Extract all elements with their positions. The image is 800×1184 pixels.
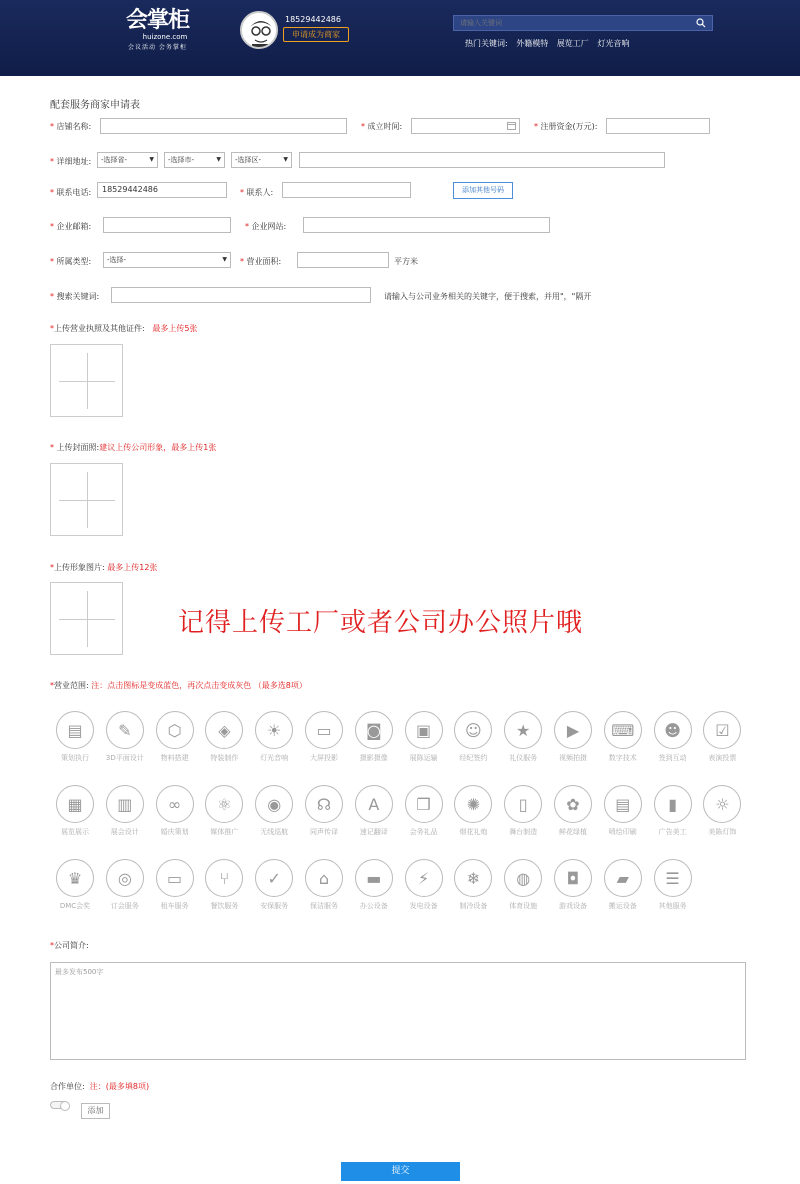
boxes-icon: ▦: [56, 785, 94, 823]
scope-label: 喷绘印刷: [608, 828, 637, 836]
scope-label: 灯光音响: [260, 754, 289, 762]
email-label: * 企业邮箱:: [50, 222, 92, 231]
scope-label: 舞台制造: [509, 828, 538, 836]
scope-label: 安保服务: [260, 902, 289, 910]
firework-icon: ✺: [454, 785, 492, 823]
scope-label: 烟花礼炮: [459, 828, 488, 836]
scope-label: 发电设备: [409, 902, 438, 910]
broom-icon: ⌂: [305, 859, 343, 897]
license-upload[interactable]: [50, 344, 123, 417]
scope-item[interactable]: [498, 785, 548, 837]
scope-label: 搬运设备: [608, 902, 637, 910]
briefcase-icon: ▣: [405, 711, 443, 749]
add-partner-button[interactable]: 添加: [81, 1103, 110, 1119]
become-merchant-button[interactable]: 申请成为商家: [283, 27, 349, 42]
type-select[interactable]: -选择- ▼: [103, 252, 231, 268]
image-label: *上传形象图片: 最多上传12张: [50, 563, 158, 572]
search-icon[interactable]: [696, 18, 706, 28]
area-unit: 平方米: [394, 257, 418, 266]
logo-slogan: 会议活动 会务掌柜: [128, 44, 187, 51]
hot-label: 热门关键词:: [465, 39, 508, 48]
printer-icon: ▤: [604, 785, 642, 823]
scope-item[interactable]: [100, 859, 150, 911]
scope-item[interactable]: [648, 785, 698, 837]
license-label: *上传营业执照及其他证件: 最多上传5张: [50, 324, 198, 333]
keywords-tip: 请输入与公司业务相关的关键字，便于搜索，并用"，"隔开: [384, 292, 592, 301]
scope-label: 婚庆策划: [160, 828, 189, 836]
scope-item[interactable]: [548, 785, 598, 837]
hot-keyword[interactable]: 灯光音响: [597, 39, 630, 48]
scope-item[interactable]: [399, 859, 449, 911]
calendar-icon: [507, 122, 516, 130]
scope-item[interactable]: [598, 785, 648, 837]
type-label: * 所属类型:: [50, 257, 92, 266]
scope-item[interactable]: [448, 711, 498, 763]
lightning-icon: ⚡: [405, 859, 443, 897]
flower-icon: ✿: [554, 785, 592, 823]
store-name-label: * 店铺名称:: [50, 122, 92, 131]
scope-item[interactable]: [100, 785, 150, 837]
scope-label: 会务礼品: [409, 828, 438, 836]
image-upload[interactable]: [50, 582, 123, 655]
truck-icon: ▰: [604, 859, 642, 897]
scope-item[interactable]: [150, 785, 200, 837]
found-date-label: * 成立时间:: [361, 122, 403, 131]
scope-label: 美陈灯饰: [708, 828, 737, 836]
cube-icon: ⬡: [156, 711, 194, 749]
found-date-input[interactable]: [411, 118, 520, 134]
headset-icon: ☊: [305, 785, 343, 823]
forklift-icon: ☰: [654, 859, 692, 897]
scope-item[interactable]: [199, 859, 249, 911]
add-phone-button[interactable]: 添加其他号码: [453, 182, 513, 199]
video-icon: ▶: [554, 711, 592, 749]
contact-person-label: * 联系人:: [240, 188, 274, 197]
scope-label: 展陈运输: [409, 754, 438, 762]
scope-label: 特装制作: [210, 754, 239, 762]
scope-label: 摄影摄像: [359, 754, 388, 762]
scope-item[interactable]: [498, 711, 548, 763]
scope-label: 无线巡航: [260, 828, 289, 836]
pencil-ruler-icon: ✎: [106, 711, 144, 749]
scope-label: 保洁服务: [310, 902, 338, 910]
scope-label: 其他服务: [658, 902, 687, 910]
scope-label: 经纪签约: [459, 754, 488, 762]
scope-item[interactable]: [249, 859, 299, 911]
scope-item[interactable]: [598, 711, 648, 763]
area-input[interactable]: [297, 252, 389, 268]
scope-item[interactable]: [50, 785, 100, 837]
keywords-input[interactable]: [111, 287, 371, 303]
cover-upload[interactable]: [50, 463, 123, 536]
scope-item[interactable]: [697, 785, 747, 837]
province-select[interactable]: -选择省- ▼: [97, 152, 158, 168]
scope-item[interactable]: [697, 711, 747, 763]
scope-label: 租车服务: [160, 902, 189, 910]
scope-item[interactable]: [349, 859, 399, 911]
ball-icon: ◍: [504, 859, 542, 897]
search-box: [453, 15, 713, 31]
top-header: [0, 0, 800, 76]
scope-label: 办公设备: [359, 902, 388, 910]
code-icon: ⌨: [604, 711, 642, 749]
email-input[interactable]: [103, 217, 231, 233]
search-input[interactable]: [454, 16, 694, 30]
gift-icon: ❒: [405, 785, 443, 823]
scope-label: 大屏投影: [310, 754, 338, 762]
keywords-label: * 搜索关键词:: [50, 292, 100, 301]
capital-label: * 注册资金(万元):: [534, 122, 598, 131]
gamepad-icon: ◘: [554, 859, 592, 897]
scope-item[interactable]: [548, 711, 598, 763]
address-input[interactable]: [299, 152, 665, 168]
contact-phone-label: * 联系电话:: [50, 188, 92, 197]
site-logo[interactable]: [126, 7, 190, 51]
trophy-icon: ♛: [56, 859, 94, 897]
scope-label: 策划执行: [61, 754, 89, 762]
scope-label: 同声传译: [310, 828, 338, 836]
contact-phone-input[interactable]: 18529442486: [97, 182, 227, 198]
scope-item[interactable]: [299, 859, 349, 911]
partner-label: 合作单位: 注：(最多填8项): [50, 1082, 150, 1091]
car-icon: ▭: [156, 859, 194, 897]
upload-reminder: 记得上传工厂或者公司办公照片哦: [178, 608, 584, 638]
lamp-icon: ☼: [703, 785, 741, 823]
scope-item[interactable]: [448, 785, 498, 837]
cartoon-avatar-icon: [242, 13, 278, 49]
paint-icon: ▮: [654, 785, 692, 823]
bulb-icon: ☀: [255, 711, 293, 749]
hot-keyword[interactable]: 外籍模特: [516, 39, 549, 48]
city-select[interactable]: -选择市- ▼: [164, 152, 225, 168]
atom-icon: ⚛: [205, 785, 243, 823]
scope-label: 体育设施: [509, 902, 538, 910]
cover-label: * 上传封面照:建议上传公司形象，最多上传1张: [50, 443, 217, 452]
contact-person-input[interactable]: [282, 182, 411, 198]
diamond-icon: ◈: [205, 711, 243, 749]
scope-label: 展会设计: [110, 828, 139, 836]
submit-button[interactable]: 提交: [341, 1162, 460, 1181]
scope-label: 表演投票: [708, 754, 737, 762]
intro-textarea[interactable]: 最多发布500字: [50, 962, 746, 1060]
area-label: * 营业面积:: [240, 257, 282, 266]
cutlery-icon: ⑂: [205, 859, 243, 897]
rings-icon: ∞: [156, 785, 194, 823]
address-label: * 详细地址:: [50, 157, 92, 166]
user-star-icon: ★: [504, 711, 542, 749]
avatar: [240, 11, 278, 49]
scope-label: 视频拍摄: [559, 754, 587, 762]
graduate-icon: ☺: [454, 711, 492, 749]
scope-item[interactable]: [349, 711, 399, 763]
scope-label: 订会服务: [110, 902, 139, 910]
scope-item[interactable]: [50, 711, 100, 763]
shield-icon: ✓: [255, 859, 293, 897]
intro-label: *公司简介:: [50, 941, 89, 950]
scope-item[interactable]: [249, 711, 299, 763]
scope-item[interactable]: [349, 785, 399, 837]
logo-url: huizone.com: [142, 33, 188, 41]
scope-item[interactable]: [299, 711, 349, 763]
scope-item[interactable]: [548, 859, 598, 911]
scope-label: 游戏设备: [559, 902, 587, 910]
scope-item[interactable]: [199, 785, 249, 837]
scope-label: 展览展示: [61, 828, 89, 836]
presentation-icon: ▤: [56, 711, 94, 749]
booth-icon: ▥: [106, 785, 144, 823]
scope-item[interactable]: [399, 711, 449, 763]
scope-label: 广告美工: [658, 828, 687, 836]
capital-input[interactable]: [606, 118, 710, 134]
scope-label: 速记翻译: [359, 828, 388, 836]
scope-item[interactable]: [648, 711, 698, 763]
screen-icon: ▭: [305, 711, 343, 749]
website-label: * 企业网站:: [245, 222, 287, 231]
form-title: 配套服务商家申请表: [50, 100, 140, 111]
scope-label: 礼仪服务: [509, 754, 538, 762]
scope-label: 签到互动: [658, 754, 687, 762]
scope-item[interactable]: [448, 859, 498, 911]
scope-label: 鲜花绿植: [559, 828, 587, 836]
people-icon: ☻: [654, 711, 692, 749]
scope-item[interactable]: [199, 711, 249, 763]
monitor-icon: ▬: [355, 859, 393, 897]
district-select[interactable]: -选择区- ▼: [231, 152, 292, 168]
scope-label: 3D平面设计: [105, 754, 144, 762]
scope-label: 制冷设备: [459, 902, 488, 910]
signal-icon: ◉: [255, 785, 293, 823]
scope-item[interactable]: [150, 711, 200, 763]
scope-label: 物料搭建: [160, 754, 189, 762]
scope-label: *营业范围: 注：点击图标是变成蓝色，再次点击变成灰色 （最多选8项）: [50, 681, 307, 690]
washer-icon: ◎: [106, 859, 144, 897]
hot-keyword[interactable]: 展览工厂: [556, 39, 589, 48]
scope-item[interactable]: [100, 711, 150, 763]
logo-text: 会掌柜: [126, 7, 190, 33]
scope-item[interactable]: [648, 859, 698, 911]
store-name-input[interactable]: [100, 118, 347, 134]
scope-item[interactable]: [299, 785, 349, 837]
snowflake-icon: ❄: [454, 859, 492, 897]
scope-item[interactable]: [150, 859, 200, 911]
hot-keywords: [465, 38, 635, 49]
stage-icon: ▯: [504, 785, 542, 823]
translate-icon: A: [355, 785, 393, 823]
vote-icon: ☑: [703, 711, 741, 749]
scope-item[interactable]: [399, 785, 449, 837]
website-input[interactable]: [303, 217, 550, 233]
partner-toggle[interactable]: [50, 1101, 68, 1109]
scope-item[interactable]: [498, 859, 548, 911]
scope-item[interactable]: [50, 859, 100, 911]
scope-item[interactable]: [249, 785, 299, 837]
scope-label: 数字技术: [608, 754, 637, 762]
scope-label: 媒体推广: [210, 828, 239, 836]
scope-item[interactable]: [598, 859, 648, 911]
scope-label: DMC会奖: [59, 902, 91, 910]
header-phone: 18529442486: [285, 15, 341, 24]
camera-icon: ◙: [355, 711, 393, 749]
scope-label: 餐饮服务: [210, 902, 239, 910]
